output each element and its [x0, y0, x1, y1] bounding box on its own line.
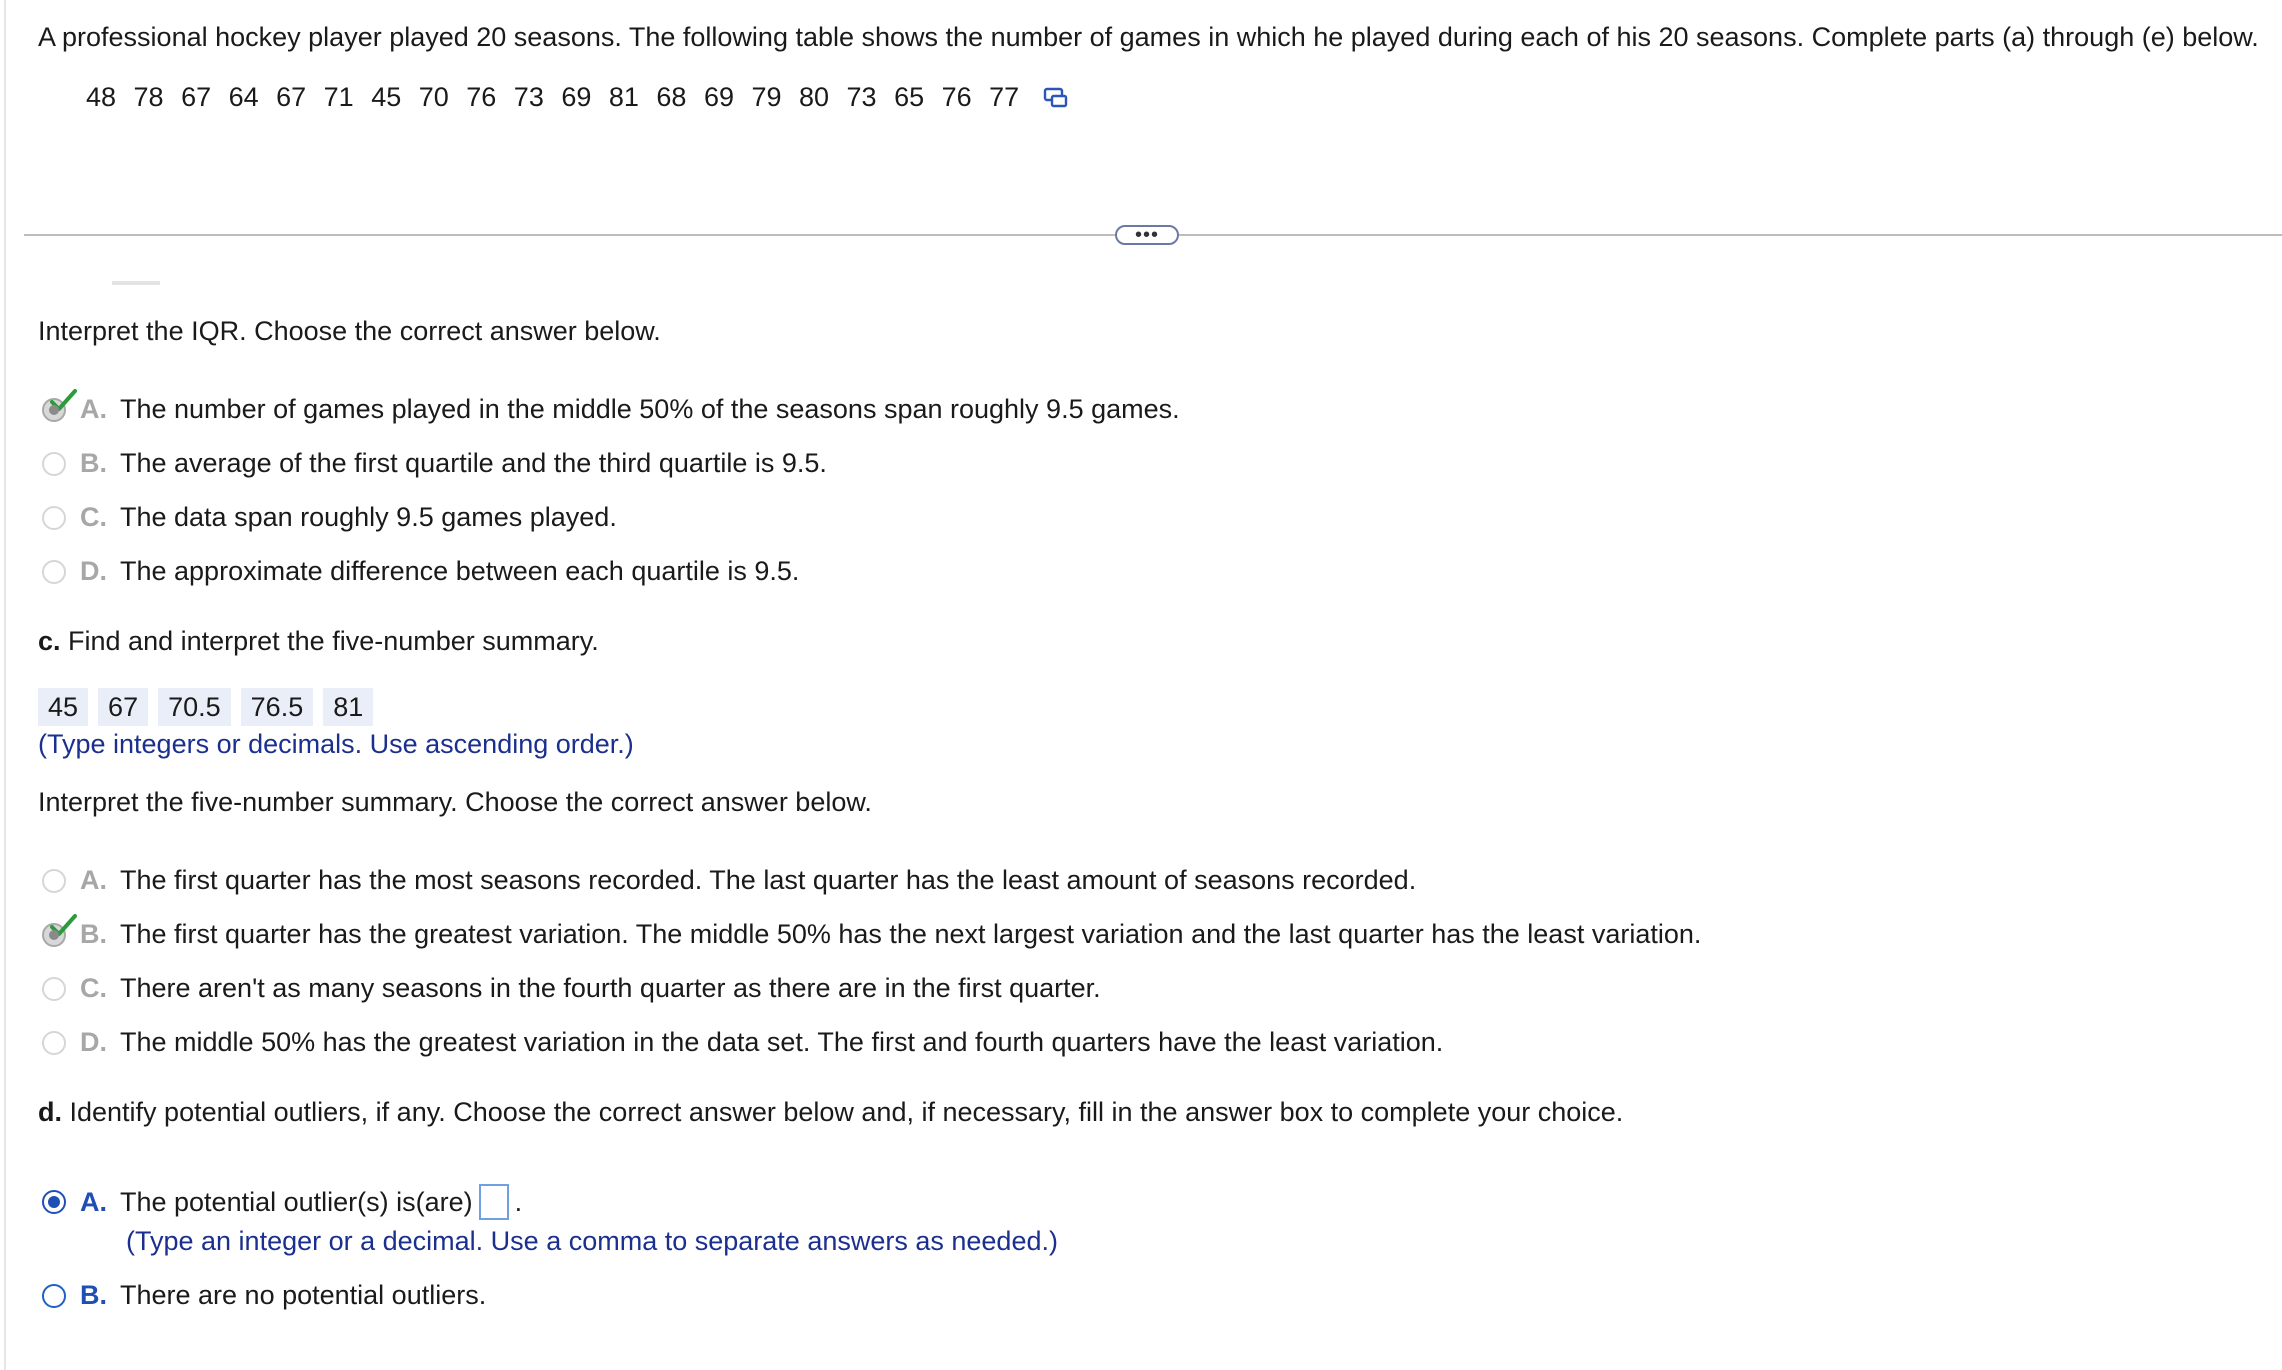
radio-button[interactable]: [42, 977, 66, 1001]
iqr-option-c[interactable]: [42, 502, 617, 533]
part-d-question: [38, 1097, 1623, 1128]
data-values: 48 78 67 64 67 71 45 70 76 73 69 81 68 69 79 80 73 65 76 77: [86, 82, 1020, 112]
radio-button[interactable]: [42, 1284, 66, 1308]
option-text: The approximate difference between each quartile is 9.5.: [120, 556, 800, 586]
option-letter: A.: [80, 1186, 107, 1217]
option-period: .: [514, 1186, 523, 1217]
radio-button[interactable]: [42, 506, 66, 530]
part-label: c.: [38, 626, 61, 656]
copy-icon[interactable]: [1043, 86, 1069, 110]
option-text: The number of games played in the middle 50% of the seasons span roughly 9.5 games.: [120, 394, 1180, 424]
option-text: The middle 50% has the greatest variation in the data set. The first and fourth quarters have the least variation.: [120, 1027, 1444, 1057]
option-letter: B.: [80, 919, 107, 949]
iqr-option-a[interactable]: [42, 394, 1180, 425]
summary-hint: (Type integers or decimals. Use ascending order.): [38, 729, 634, 759]
checkmark-icon: [50, 913, 78, 937]
option-text: There are no potential outliers.: [120, 1280, 487, 1310]
option-text: The average of the first quartile and the third quartile is 9.5.: [120, 448, 827, 478]
iqr-question: Interpret the IQR. Choose the correct answer below.: [38, 316, 661, 346]
checkmark-icon: [50, 388, 78, 412]
summary-q1[interactable]: 67: [98, 688, 148, 726]
option-letter: A.: [80, 865, 107, 895]
iqr-option-b[interactable]: [42, 448, 827, 479]
outlier-option-a[interactable]: [42, 1184, 522, 1220]
option-letter: B.: [80, 1280, 107, 1310]
radio-button[interactable]: [42, 452, 66, 476]
option-text: The first quarter has the most seasons recorded. The last quarter has the least amount of seasons recorded.: [120, 865, 1417, 895]
summary-median[interactable]: 70.5: [158, 688, 231, 726]
part-d-text: Identify potential outliers, if any. Choose the correct answer below and, if necessary, fill in the answer box to complete your choice.: [62, 1097, 1624, 1127]
option-letter: D.: [80, 1027, 107, 1057]
part-label: d.: [38, 1097, 62, 1127]
summary-option-d[interactable]: [42, 1027, 1443, 1058]
radio-button[interactable]: [42, 1190, 66, 1214]
radio-button[interactable]: [42, 923, 66, 947]
iqr-option-d[interactable]: [42, 556, 799, 587]
option-letter: D.: [80, 556, 107, 586]
option-letter: B.: [80, 448, 107, 478]
summary-option-c[interactable]: [42, 973, 1101, 1004]
option-text: The potential outlier(s) is(are): [120, 1186, 473, 1217]
outlier-hint: (Type an integer or a decimal. Use a comma to separate answers as needed.): [126, 1226, 1058, 1256]
part-c-question: [38, 626, 599, 657]
scroll-handle: [112, 281, 160, 285]
option-letter: C.: [80, 973, 107, 1003]
problem-prompt: A professional hockey player played 20 seasons. The following table shows the number of games in which he played during each of his 20 seasons. Complete parts (a) through (e) below.: [38, 22, 2259, 52]
radio-button[interactable]: [42, 869, 66, 893]
summary-q3[interactable]: 76.5: [241, 688, 314, 726]
option-letter: C.: [80, 502, 107, 532]
summary-option-a[interactable]: [42, 865, 1416, 896]
outlier-answer-input[interactable]: [479, 1184, 509, 1220]
radio-button[interactable]: [42, 1031, 66, 1055]
part-c-text: Find and interpret the five-number summary.: [60, 626, 599, 656]
expand-more-button[interactable]: •••: [1115, 225, 1179, 245]
summary-min[interactable]: 45: [38, 688, 88, 726]
summary-option-b[interactable]: [42, 919, 1701, 950]
option-text: There aren't as many seasons in the fourth quarter as there are in the first quarter.: [120, 973, 1101, 1003]
option-text: The first quarter has the greatest variation. The middle 50% has the next largest variation and the last quarter has the least variation.: [120, 919, 1702, 949]
summary-interpret-question: Interpret the five-number summary. Choose the correct answer below.: [38, 787, 872, 817]
left-border: [4, 0, 6, 1370]
option-text: The data span roughly 9.5 games played.: [120, 502, 617, 532]
summary-max[interactable]: 81: [323, 688, 373, 726]
data-values-row: [86, 82, 1069, 113]
five-number-summary: [38, 688, 373, 726]
option-letter: A.: [80, 394, 107, 424]
outlier-option-b[interactable]: [42, 1280, 486, 1311]
radio-button[interactable]: [42, 560, 66, 584]
radio-button[interactable]: [42, 398, 66, 422]
